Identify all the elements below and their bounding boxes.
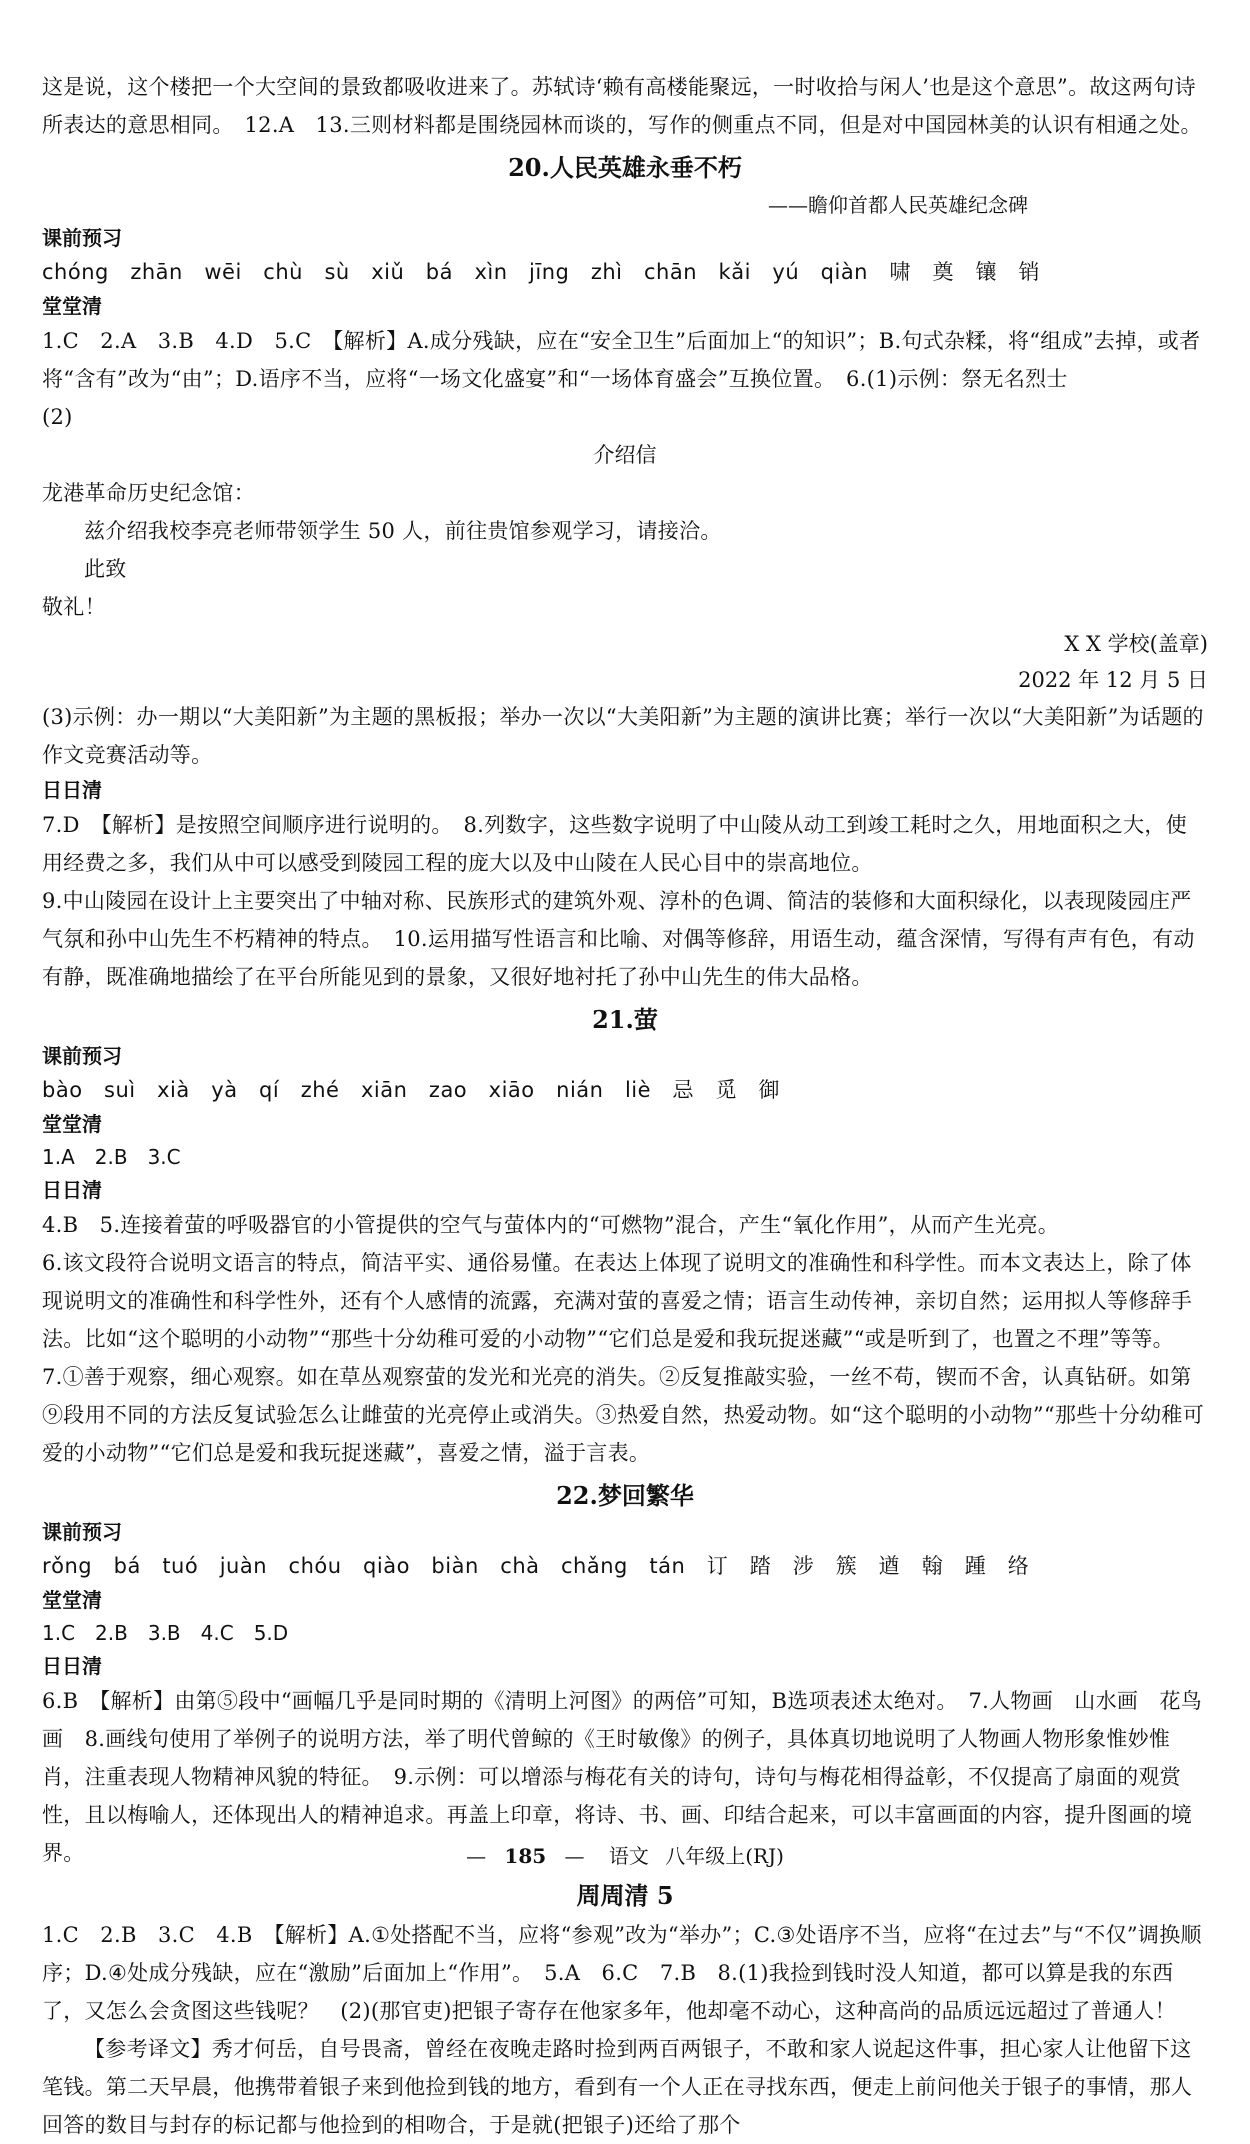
- answer-paragraph: 9.中山陵园在设计上主要突出了中轴对称、民族形式的建筑外观、淳朴的色调、简洁的装修和大面积绿化，以表现陵园庄严气氛和孙中山先生不朽精神的特点。 10.运用描写性语言和比喻、对偶等修辞，用语生动，蕴含深情，写得有声有色，有动有静，既准确地描绘了在平台所能见到的景象，又很好地衬托了孙中山先生的伟大品格。: [42, 889, 1195, 989]
- letter-signature: X X 学校(盖章): [1064, 632, 1208, 656]
- section-label-tangtang: 堂堂清: [42, 1588, 102, 1612]
- footer-dash-left: —: [466, 1844, 487, 1868]
- section-label-preview: 课前预习: [42, 1520, 122, 1544]
- section-label-preview: 课前预习: [42, 226, 122, 250]
- answer-line: 1.A 2.B 3.C: [42, 1145, 181, 1169]
- letter-closing: 此致: [84, 557, 127, 581]
- letter-body: 兹介绍我校李亮老师带领学生 50 人，前往贵馆参观学习，请接洽。: [84, 519, 722, 543]
- lesson-22-title: 22.梦回繁华: [556, 1481, 694, 1510]
- intro-paragraph: 这是说，这个楼把一个大空间的景致都吸收进来了。苏轼诗‘赖有高楼能聚远，一时收拾与闲人’也是这个意思”。故这两句诗所表达的意思相同。 12.A 13.三则材料都是围绕园林而谈的，写作的侧重点不同，但是对中国园林美的认识有相通之处。: [42, 75, 1202, 137]
- answer-paragraph: 1.C 2.A 3.B 4.D 5.C 【解析】A.成分残缺，应在“安全卫生”后面加上“的知识”；B.句式杂糅，将“组成”去掉，或者将“含有”改为“由”；D.语序不当，应将“一场文化盛宴”和“一场体育盛会”互换位置。 6.(1)示例：祭无名烈士: [42, 329, 1201, 391]
- letter-recipient: 龙港革命历史纪念馆：: [42, 481, 255, 505]
- letter-salute: 敬礼！: [42, 595, 106, 619]
- translation-paragraph: 【参考译文】秀才何岳，自号畏斋，曾经在夜晚走路时捡到两百两银子，不敢和家人说起这件事，担心家人让他留下这笔钱。第二天早晨，他携带着银子来到他捡到钱的地方，看到有一个人正在寻找东西，便走上前问他关于银子的事情，那人回答的数目与封存的标记都与他捡到的相吻合，于是就(把银子)还给了那个: [42, 2037, 1193, 2137]
- letter-date: 2022 年 12 月 5 日: [1018, 668, 1208, 692]
- letter-title: 介绍信: [593, 443, 657, 467]
- page-number: 185: [504, 1844, 547, 1868]
- section-label-tangtang: 堂堂清: [42, 294, 102, 318]
- page-footer: [0, 1840, 1250, 1869]
- grade-label: 八年级上(RJ): [665, 1844, 784, 1868]
- answer-line: 1.C 2.B 3.B 4.C 5.D: [42, 1621, 289, 1645]
- answer-paragraph: 7.D 【解析】是按照空间顺序进行说明的。 8.列数字，这些数字说明了中山陵从动工到竣工耗时之久，用地面积之大，使用经费之多，我们从中可以感受到陵园工程的庞大以及中山陵在人民心目中的崇高地位。: [42, 813, 1188, 875]
- lesson-20-title: 20.人民英雄永垂不朽: [508, 153, 742, 182]
- section-label-preview: 课前预习: [42, 1044, 122, 1068]
- section-label-riri: 日日清: [42, 1178, 102, 1202]
- answer-part-2: (2): [42, 405, 73, 429]
- pinyin-line: rǒng bá tuó juàn chóu qiào biàn chà chǎng tán 订 踏 涉 簇 遒 翰 踵 络: [42, 1554, 1030, 1578]
- weekly-title: 周周清 5: [576, 1881, 674, 1910]
- section-label-riri: 日日清: [42, 778, 102, 802]
- answer-part-3: (3)示例：办一期以“大美阳新”为主题的黑板报；举办一次以“大美阳新”为主题的演讲比赛；举行一次以“大美阳新”为话题的作文竞赛活动等。: [42, 705, 1204, 767]
- pinyin-line: bào suì xià yà qí zhé xiān zao xiāo nián liè 忌 觅 御: [42, 1078, 781, 1102]
- section-label-riri: 日日清: [42, 1654, 102, 1678]
- lesson-20-subtitle: ——瞻仰首都人民英雄纪念碑: [768, 193, 1028, 217]
- answer-paragraph: 6.该文段符合说明文语言的特点，简洁平实、通俗易懂。在表达上体现了说明文的准确性和科学性。而本文表达上，除了体现说明文的准确性和科学性外，还有个人感情的流露，充满对萤的喜爱之情；语言生动传神，亲切自然；运用拟人等修辞手法。比如“这个聪明的小动物”“那些十分幼稚可爱的小动物”“它们总是爱和我玩捉迷藏”“或是听到了，也置之不理”等等。 7.①善于观察，细心观察。如在草丛观察萤的发光和光亮的消失。②反复推敲实验，一丝不苟，锲而不舍，认真钻研。如第⑨段用不同的方法反复试验怎么让雌萤的光亮停止或消失。③热爱自然，热爱动物。如“这个聪明的小动物”“那些十分幼稚可爱的小动物”“它们总是爱和我玩捉迷藏”，喜爱之情，溢于言表。: [42, 1251, 1205, 1465]
- section-label-tangtang: 堂堂清: [42, 1112, 102, 1136]
- answer-paragraph: 6.B 【解析】由第⑤段中“画幅几乎是同时期的《清明上河图》的两倍”可知，B选项表述太绝对。 7.人物画 山水画 花鸟画 8.画线句使用了举例子的说明方法，举了明代曾鲸的《王时敏像》的例子，具体真切地说明了人物画人物形象惟妙惟肖，注重表现人物精神风貌的特征。 9.示例：可以增添与梅花有关的诗句，诗句与梅花相得益彰，不仅提高了扇面的观赏性，且以梅喻人，还体现出人的精神追求。再盖上印章，将诗、书、画、印结合起来，可以丰富画面的内容，提升图画的境界。: [42, 1689, 1203, 1865]
- answer-paragraph: 1.C 2.B 3.C 4.B 【解析】A.①处搭配不当，应将“参观”改为“举办”；C.③处语序不当，应将“在过去”与“不仅”调换顺序；D.④处成分残缺，应在“激励”后面加上“作用”。 5.A 6.C 7.B 8.(1)我捡到钱时没人知道，都可以算是我的东西了，又怎么会贪图这些钱呢？ (2)(那官吏)把银子寄存在他家多年，他却毫不动心，这种高尚的品质远远超过了普通人！: [42, 1923, 1202, 2023]
- lesson-21-title: 21.萤: [592, 1005, 658, 1034]
- pinyin-line: chóng zhān wēi chù sù xiǔ bá xìn jīng zhì chān kǎi yú qiàn 啸 奠 镶 销: [42, 260, 1040, 284]
- footer-dash-right: —: [564, 1844, 585, 1868]
- subject-label: 语文: [608, 1844, 649, 1868]
- answer-paragraph: 4.B 5.连接着萤的呼吸器官的小管提供的空气与萤体内的“可燃物”混合，产生“氧化作用”，从而产生光亮。: [42, 1213, 1060, 1237]
